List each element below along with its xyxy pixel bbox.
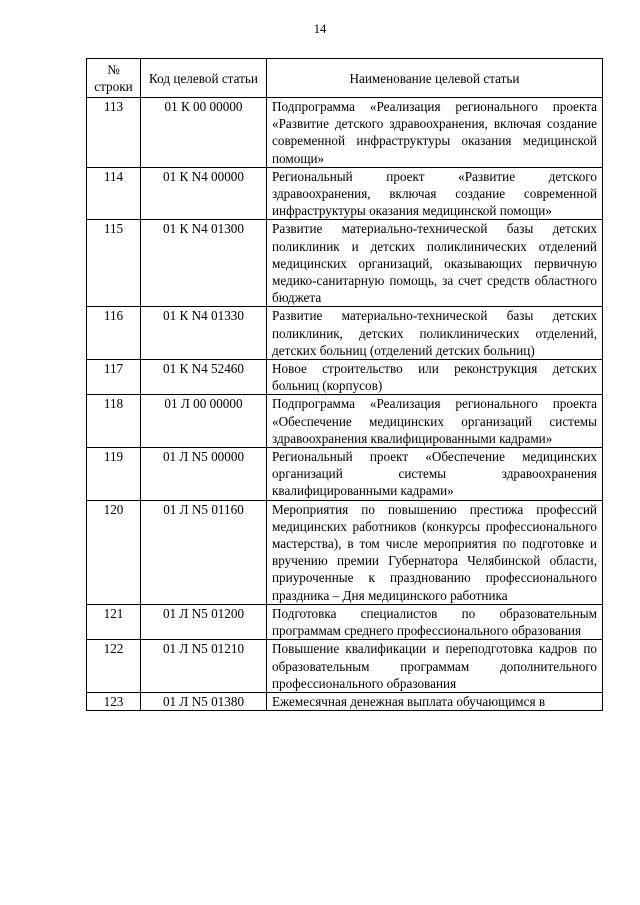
article-name: Мероприятия по повышению престижа профессий медицинских работников (конкурсы профессионального мастерства), в том числе мероприятия по подготовке и вручению премии Губернатора Челябинской области, приуроченные к празднованию профессионального праздника – Дня медицинского работника — [267, 500, 603, 604]
article-name: Повышение квалификации и переподготовка кадров по образовательным программам дополнительного профессионального образования — [267, 640, 603, 693]
table-row — [87, 220, 603, 307]
table-row — [87, 604, 603, 639]
header-row-number: № строки — [87, 59, 141, 98]
row-number: 120 — [87, 500, 141, 604]
row-number: 122 — [87, 640, 141, 693]
row-number: 118 — [87, 395, 141, 448]
article-code: 01 К N4 01300 — [141, 220, 267, 307]
page-number: 14 — [313, 22, 327, 36]
article-code: 01 Л N5 01200 — [141, 604, 267, 639]
row-number: 119 — [87, 448, 141, 501]
article-name: Региональный проект «Развитие детского здравоохранения, включая создание современной инфраструктуры оказания медицинской помощи» — [267, 167, 603, 220]
target-articles-table — [86, 58, 603, 711]
row-number: 113 — [87, 98, 141, 168]
table-row — [87, 98, 603, 168]
article-name: Региональный проект «Обеспечение медицинских организаций системы здравоохранения квалифицированными кадрами» — [267, 448, 603, 501]
table-row — [87, 167, 603, 220]
article-code: 01 Л N5 00000 — [141, 448, 267, 501]
row-number: 123 — [87, 692, 141, 710]
article-code: 01 К 00 00000 — [141, 98, 267, 168]
row-number: 115 — [87, 220, 141, 307]
row-number: 114 — [87, 167, 141, 220]
header-article-name: Наименование целевой статьи — [267, 59, 603, 98]
row-number: 116 — [87, 307, 141, 360]
article-code: 01 Л N5 01160 — [141, 500, 267, 604]
row-number: 121 — [87, 604, 141, 639]
article-name: Ежемесячная денежная выплата обучающимся в — [267, 692, 603, 710]
article-name: Новое строительство или реконструкция детских больниц (корпусов) — [267, 360, 603, 395]
table-row — [87, 692, 603, 710]
article-name: Подпрограмма «Реализация регионального проекта «Развитие детского здравоохранения, включая создание современной инфраструктуры оказания медицинской помощи» — [267, 98, 603, 168]
table-row — [87, 307, 603, 360]
row-number: 117 — [87, 360, 141, 395]
table-row — [87, 395, 603, 448]
article-name: Развитие материально-технической базы детских поликлиник и детских поликлинических отделений медицинских организаций, оказывающих первичную медико-санитарную помощь, за счет средств областного бюджета — [267, 220, 603, 307]
table-row — [87, 500, 603, 604]
article-code: 01 К N4 01330 — [141, 307, 267, 360]
table-row — [87, 448, 603, 501]
table-header-row — [87, 59, 603, 98]
article-code: 01 Л N5 01210 — [141, 640, 267, 693]
table-row — [87, 640, 603, 693]
article-code: 01 Л 00 00000 — [141, 395, 267, 448]
article-name: Развитие материально-технической базы детских поликлиник, детских поликлинических отделений, детских больниц (отделений детских больниц) — [267, 307, 603, 360]
article-name: Подпрограмма «Реализация регионального проекта «Обеспечение медицинских организаций системы здравоохранения квалифицированными кадрами» — [267, 395, 603, 448]
article-code: 01 К N4 52460 — [141, 360, 267, 395]
table-row — [87, 360, 603, 395]
article-name: Подготовка специалистов по образовательным программам среднего профессионального образования — [267, 604, 603, 639]
article-code: 01 Л N5 01380 — [141, 692, 267, 710]
header-article-code: Код целевой статьи — [141, 59, 267, 98]
article-code: 01 К N4 00000 — [141, 167, 267, 220]
